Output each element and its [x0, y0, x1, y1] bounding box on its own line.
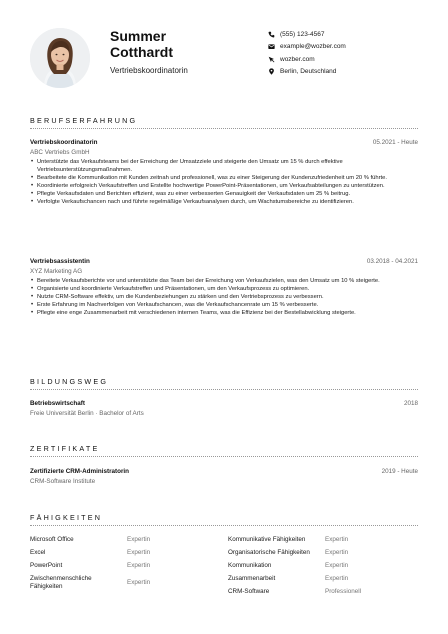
list-item: • Pflegte Verkaufsdaten und Berichten effizient, was zu einer verbesserten Genauigkeit der Verkaufsdaten um 25 % beitrug. — [30, 190, 418, 198]
avatar — [30, 28, 90, 88]
education-entry — [30, 400, 418, 418]
list-item: • Verfolgte Verkaufschancen nach und führte regelmäßige Verkaufsanalysen durch, um Wachstumsbereiche zu identifizieren. — [30, 198, 418, 206]
job-header — [30, 139, 418, 148]
list-item: • Organisierte und koordinierte Verkaufstreffen und Präsentationen, um den Verkaufsprozess zu optimieren. — [30, 285, 418, 293]
certificate-date: 2019 - Heute — [381, 468, 418, 475]
certificate-header — [30, 468, 418, 477]
certificate-issuer: CRM-Software Institute — [30, 478, 96, 485]
skills-section-title: FÄHIGKEITEN — [30, 513, 103, 522]
skill-name: Organisatorische Fähigkeiten — [228, 549, 310, 556]
list-item: • Bereitete Verkaufsberichte vor und unterstützte das Team bei der Erreichung von Verkaufszielen, was den Umsatz um 10 % steigerte. — [30, 277, 418, 285]
skill-name: Microsoft Office — [30, 536, 74, 543]
job-entry — [30, 258, 418, 317]
contact-phone-text: (555) 123-4567 — [280, 30, 325, 38]
education-school: Freie Universität Berlin · Bachelor of Arts — [30, 410, 144, 417]
skill-name: Zusammenarbeit — [228, 575, 276, 582]
skill-name: CRM-Software — [228, 588, 270, 595]
list-item: • Nutzte CRM-Software effektiv, um die Kundenbeziehungen zu stärken und den Vertriebsprozess zu verbessern. — [30, 293, 418, 301]
job-header — [30, 258, 418, 267]
certificates-divider — [30, 456, 418, 457]
skill-level: Expertin — [127, 579, 151, 586]
job-date: 03.2018 - 04.2021 — [366, 258, 418, 265]
contact-website-text: wozber.com — [280, 55, 315, 63]
skill-level: Professionell — [325, 588, 362, 595]
contact-list — [268, 28, 438, 78]
job-entry — [30, 139, 418, 206]
list-item: • Koordinierte erfolgreich Verkaufstreffen und Erstellte hochwertige PowerPoint-Präsentationen, um Verkaufsabteilungen zu unterstützen. — [30, 182, 418, 190]
experience-section-title: BERUFSERFAHRUNG — [30, 116, 138, 125]
skill-name: Zwischenmenschliche Fähigkeiten — [30, 575, 92, 590]
list-item: • Pflegte eine enge Zusammenarbeit mit verschiedenen internen Teams, was die Effizienz bei der Bestellabwicklung steigerte. — [30, 309, 418, 317]
phone-icon — [268, 31, 280, 38]
last-name: Cotthardt — [110, 44, 173, 60]
skills-divider — [30, 525, 418, 526]
contact-email-text: example@wozber.com — [280, 43, 346, 51]
contact-location — [268, 66, 438, 79]
job-title: Vertriebsassistentin — [30, 258, 90, 265]
skill-level: Expertin — [325, 549, 349, 556]
certificate-entry — [30, 468, 418, 486]
job-title: Vertriebskoordinatorin — [30, 139, 98, 146]
contact-phone — [268, 28, 438, 41]
skill-name: Kommunikative Fähigkeiten — [228, 536, 306, 543]
skill-name: Excel — [30, 549, 46, 556]
education-date: 2018 — [403, 400, 418, 407]
certificates-section-title: ZERTIFIKATE — [30, 444, 100, 453]
job-company: ABC Vertriebs GmbH — [30, 149, 90, 156]
candidate-name — [110, 28, 173, 60]
first-name: Summer — [110, 28, 167, 44]
skill-level: Expertin — [325, 536, 349, 543]
education-header — [30, 400, 418, 409]
job-date: 05.2021 - Heute — [372, 139, 418, 146]
education-degree: Betriebswirtschaft — [30, 400, 85, 407]
skill-name: PowerPoint — [30, 562, 63, 569]
list-item: • Unterstützte das Verkaufsteams bei der Erreichung der Umsatzziele und steigerte den Umsatz um 15 % durch effektive Vertriebsunterstützungsmaßnahmen. — [30, 158, 418, 174]
job-company: XYZ Marketing AG — [30, 268, 83, 275]
resume-header — [30, 28, 420, 92]
list-item: • Erste Erfahrung im Nachverfolgen von Verkaufschancen, was die Verkaufschancenrate um 15 % verbesserte. — [30, 301, 418, 309]
skill-level: Expertin — [127, 536, 151, 543]
link-icon — [268, 56, 280, 63]
job-bullets — [30, 277, 418, 317]
location-pin-icon — [268, 68, 280, 75]
education-divider — [30, 389, 418, 390]
candidate-role: Vertriebskoordinatorin — [110, 66, 188, 75]
skill-level: Expertin — [127, 549, 151, 556]
skill-level: Expertin — [127, 562, 151, 569]
certificate-name: Zertifizierte CRM-Administratorin — [30, 468, 130, 475]
contact-website[interactable] — [268, 53, 438, 66]
contact-location-text: Berlin, Deutschland — [280, 68, 337, 76]
skill-name: Kommunikation — [228, 562, 272, 569]
education-section-title: BILDUNGSWEG — [30, 377, 109, 386]
skill-level: Expertin — [325, 562, 349, 569]
email-icon — [268, 43, 280, 50]
experience-divider — [30, 128, 418, 129]
job-bullets — [30, 158, 418, 206]
contact-email[interactable] — [268, 41, 438, 54]
skill-level: Expertin — [325, 575, 349, 582]
list-item: • Bearbeitete die Kommunikation mit Kunden zeitnah und professionell, was zu einer Steigerung der Kundenzufriedenheit um 20 % führte. — [30, 174, 418, 182]
